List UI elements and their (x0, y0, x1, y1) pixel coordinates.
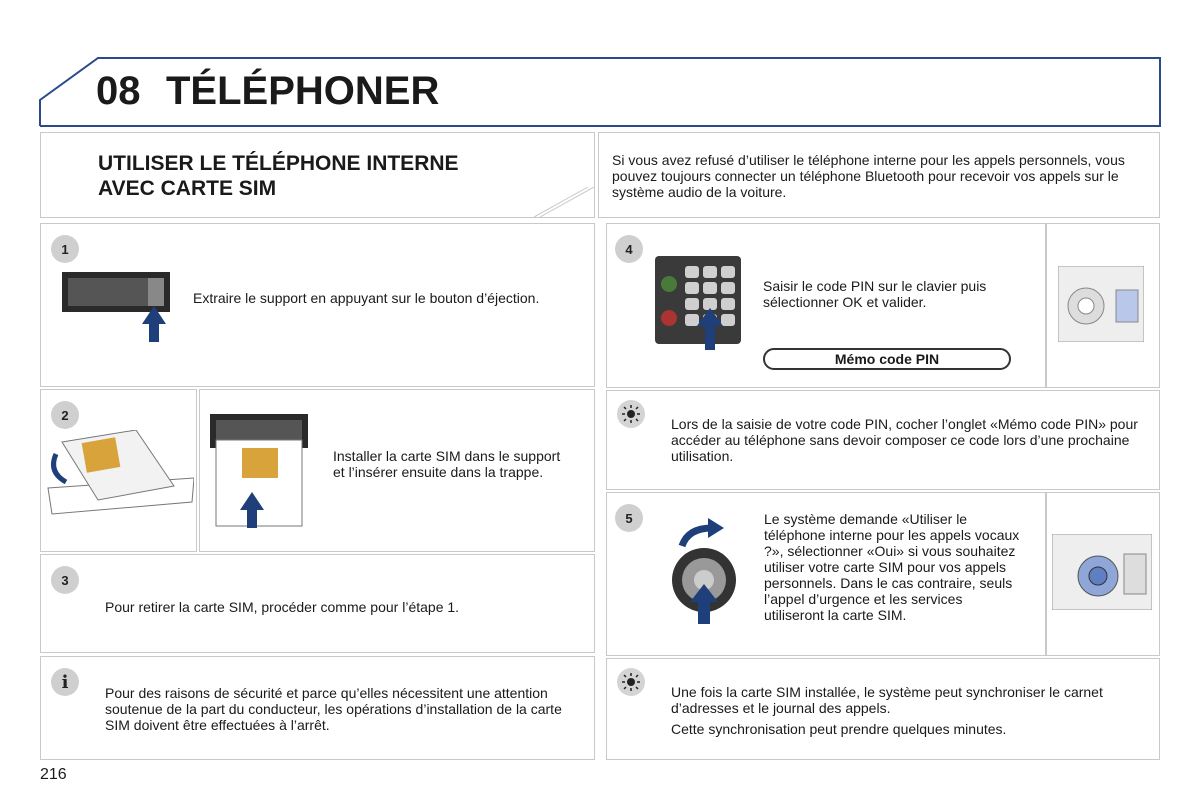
page-number: 216 (40, 766, 67, 783)
chapter-header (0, 0, 1200, 130)
intro-text: Si vous avez refusé d’utiliser le téléphone interne pour les appels personnels, vous pouvez toujours connecter un téléphone Bluetooth pour recevoir vos appels sur le système audio de la voiture. (612, 152, 1125, 200)
sim-card-holder-illustration (44, 430, 194, 530)
step1-text: Extraire le support en appuyant sur le bouton d’éjection. (193, 290, 540, 306)
step5-text: Le système demande «Utiliser le téléphone interne pour les appels vocaux ?», sélectionner «Oui» si vous souhaitez utiliser votre carte SIM pour vos appels personnels. Dans le cas contraire, seuls l’appel d’urgence et les services utiliseront la carte SIM. (764, 511, 1020, 623)
audio-panel-knob-illustration (1052, 534, 1152, 610)
info-text: Pour des raisons de sécurité et parce qu’elles nécessitent une attention soutenue de la part du conducteur, les opérations d’installation de la carte SIM doivent être effectuées à l’arrêt. (105, 685, 562, 733)
step-1-badge: 1 (51, 235, 79, 263)
step-2-badge: 2 (51, 401, 79, 429)
curved-arrow-icon (54, 454, 66, 482)
section-title-line2: AVEC CARTE SIM (98, 177, 277, 200)
sim-tray-eject-illustration (62, 270, 172, 346)
step3-text: Pour retirer la carte SIM, procéder comme pour l’étape 1. (105, 599, 460, 615)
rotary-knob-illustration (668, 516, 746, 624)
info-icon: i (51, 668, 79, 696)
chapter-number: 08 (96, 69, 141, 113)
section-title-line1: UTILISER LE TÉLÉPHONE INTERNE (98, 152, 459, 175)
hangup-red-icon (661, 310, 677, 326)
call-green-icon (661, 276, 677, 292)
step4-text: Saisir le code PIN sur le clavier puis sélectionner OK et valider. (763, 278, 987, 310)
corner-fold (534, 187, 594, 217)
sync-tip-text-1: Une fois la carte SIM installée, le système peut synchroniser le carnet d’adresses et le journal des appels. (671, 684, 1103, 716)
lightbulb-tip-icon (617, 400, 645, 428)
chapter-title: TÉLÉPHONER (166, 69, 440, 113)
phone-keypad-illustration (655, 256, 741, 350)
audio-panel-illustration (1058, 266, 1144, 342)
step2-text: Installer la carte SIM dans le support et l’insérer ensuite dans la trappe. (333, 448, 561, 480)
lightbulb-tip-icon (617, 668, 645, 696)
sim-insert-illustration (210, 414, 310, 530)
step-3-badge: 3 (51, 566, 79, 594)
rotate-arrow-icon (682, 528, 712, 546)
pin-tip-text: Lors de la saisie de votre code PIN, cocher l’onglet «Mémo code PIN» pour accéder au téléphone sans devoir composer ce code lors d’une prochaine utilisation. (671, 416, 1138, 464)
memo-pin-button[interactable]: Mémo code PIN (763, 348, 1011, 370)
sync-tip-text-2: Cette synchronisation peut prendre quelques minutes. (671, 721, 1007, 737)
step-5-badge: 5 (615, 504, 643, 532)
step-4-badge: 4 (615, 235, 643, 263)
